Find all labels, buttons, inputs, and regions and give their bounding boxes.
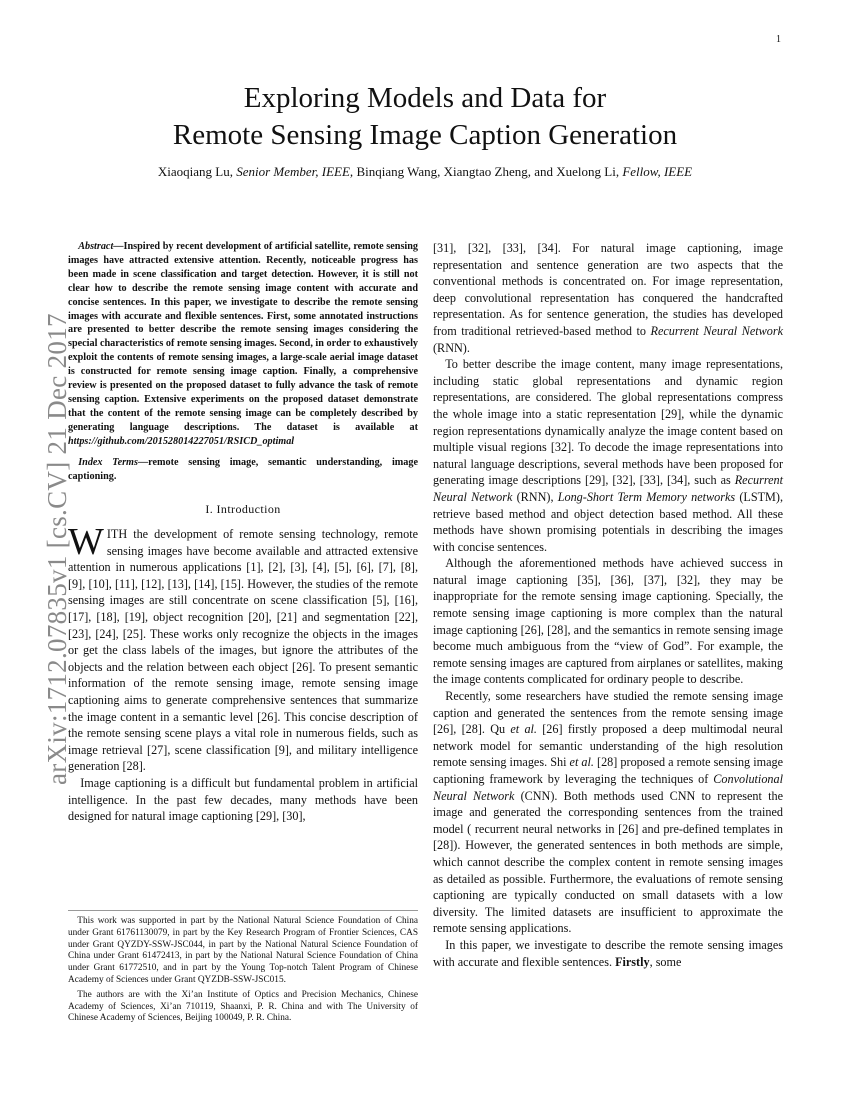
index-terms-label: Index Terms bbox=[78, 456, 138, 468]
section-heading-introduction: I. Introduction bbox=[205, 502, 281, 517]
right-paragraph-1-end: (RNN). bbox=[433, 340, 470, 355]
title-line-1: Exploring Models and Data for bbox=[243, 82, 607, 114]
right-paragraph-3: Although the aforementioned methods have achieved success in natural image captioning [35], [36], [37], [32], they may be inappropriate for the remote sensing image captioning. Specially, the remote sensing image captioning is more complex than the natural image captioning [26], [28], and the semantics in remote sensing image become much ambiguous from the “view of God”. For example, the remote sensing images are captured from airplanes or satellites, making the image contents complicated for ordinary people to describe. bbox=[433, 556, 783, 687]
right-paragraph-5-end: , some bbox=[649, 954, 682, 969]
intro-paragraph-2: Image captioning is a difficult but fundamental problem in artificial intelligence. In the past few decades, many methods have been designed for natural image captioning [29], [30], bbox=[68, 775, 418, 824]
abstract-text: —Inspired by recent development of artificial satellite, remote sensing images have attracted extensive attention. Recently, noticeable progress has been made in scene classification and target detection. However, it is still not clear how to describe the remote sensing image content with accurate and concise sentences. In this paper, we investigate to describe the remote sensing images with accurate and flexible sentences. First, some annotated instructions are presented to better describe the remote sensing images considering the special characteristics of remote sensing images. Second, in order to exhaustively exploit the contents of remote sensing images, a large-scale aerial image dataset is constructed for remote sensing image caption. Finally, a comprehensive review is presented on the proposed dataset to fully advance the task of remote sensing caption. Extensive experiments on the proposed dataset demonstrate that the content of the remote sensing image can be completely described by generating language descriptions. The dataset is available at bbox=[68, 241, 418, 433]
right-paragraph-5-text: In this paper, we investigate to describe the remote sensing images with accurate and flexible sentences. bbox=[433, 937, 783, 969]
right-paragraph-2-mid: (RNN), bbox=[512, 489, 558, 504]
intro-paragraph-1-text: ITH the development of remote sensing technology, remote sensing images have become available and attracted extensive attention in numerous applications [1], [2], [3], [4], [5], [6], [7], [8], [9], [10], [11], [12], [13], [14], [15]. However, the studies of the remote sensing images are still concentrate on scene classification [5], [16], [17], [18], [19], object recognition [20], [21] and segmentation [22], [23], [24], [25]. These works only recognize the objects in the images or get the class labels of the images, but ignore the attributes of the objects and the relation between each object [26]. To present semantic information of the remote sensing image, remote sensing image captioning aims to generate comprehensive sentences that summarize the image content in a semantic level [26]. This concise description of the remote sensing scene plays a vital role in numerous fields, such as image retrieval [27], scene classification [9], and military intelligence generation [28]. bbox=[68, 527, 418, 774]
author-4-role: Fellow, IEEE bbox=[622, 164, 693, 179]
cnn-term: Convolutional Neural Network bbox=[433, 772, 783, 803]
author-1: Xiaoqiang Lu, bbox=[157, 164, 233, 179]
author-1-role: Senior Member, IEEE, bbox=[236, 164, 354, 179]
lstm-term: Long-Short Term Memory networks bbox=[557, 489, 736, 504]
abstract-label: Abstract bbox=[78, 241, 114, 252]
firstly-bold: Firstly bbox=[615, 954, 650, 969]
right-paragraph-4-text: Recently, some researchers have studied the remote sensing image caption and generated the sentences from the remote sensing image [26], [28]. Qu bbox=[433, 689, 783, 737]
right-paragraph-4-mid-1: [26] firstly proposed a deep multimodal neural network model for semantic understanding of the high resolution remote sensing images. Shi bbox=[433, 722, 783, 770]
intro-paragraph-1 bbox=[68, 521, 418, 775]
page-number: 1 bbox=[776, 34, 781, 45]
drop-cap: W bbox=[68, 521, 104, 563]
left-column bbox=[68, 240, 418, 825]
et-al-1: et al. bbox=[510, 722, 537, 737]
funding-footnote: This work was supported in part by the National Natural Science Foundation of China under Grant 61761130079, in part by the Key Research Program of Frontier Sciences, CAS under Grant QYZDY-SSW-JSC044, in part by the National Natural Science Foundation of China under Grant 61472413, in part by the National Natural Science Foundation of China under Grant 61772510, and in part by the Young Top-notch Talent Program of Chinese Academy of Sciences under Grant QYZDB-SSW-JSC015. bbox=[68, 916, 418, 985]
right-paragraph-2 bbox=[433, 356, 783, 555]
right-paragraph-5 bbox=[433, 937, 783, 970]
right-paragraph-4-end: (CNN). Both methods used CNN to represent the image and generated the corresponding sentences from the trained model ( recurrent neural networks in [26] and pre-defined templates in [28]). However, the generated sentences in both methods are simple, which cannot describe the complex content in remote sensing images as detailed as possible. Furthermore, the evaluations of remote sensing captioning are typically conducted on small datasets with a low diversity. The limited datasets are insufficient to approximate the remote sensing applications. bbox=[433, 788, 783, 936]
right-paragraph-2-end: (LSTM), retrieve based method and object detection based method. All these methods have shown promising potentials in describing the images with concise sentences. bbox=[433, 489, 783, 554]
right-paragraph-1-text: [31], [32], [33], [34]. For natural image captioning, image representation and sentence generation are two aspects that the conventional methods is concentrated on. For image representation, deep convolutional representation has conquered the handcrafted representation. As for sentence generation, the studies has developed from traditional retrieved-based method to bbox=[433, 241, 783, 338]
dataset-link[interactable]: https://github.com/201528014227051/RSICD_optimal bbox=[68, 435, 295, 447]
footnotes bbox=[68, 910, 418, 1025]
title-line-2: Remote Sensing Image Caption Generation bbox=[172, 119, 678, 151]
rnn-term: Recurrent Neural Network bbox=[650, 323, 784, 338]
et-al-2: et al. bbox=[569, 755, 594, 770]
author-list bbox=[60, 164, 790, 180]
right-paragraph-4-mid-2: [28] proposed a remote sensing image captioning framework by leveraging the techniques of bbox=[433, 755, 783, 786]
abstract bbox=[68, 240, 418, 449]
right-paragraph-2-text: To better describe the image content, many image representations, including static global representations and dynamic region representations, are considered. The global representations compress the whole image into a static representation [29], while the dynamic region representations dynamically analyze the image content based on multiple visual regions [32]. To decode the image representations into natural language descriptions, several methods have been proposed for generating image descriptions [29], [32], [33], [34], such as bbox=[433, 357, 783, 488]
index-terms-text: —remote sensing image, semantic understanding, image captioning. bbox=[68, 456, 418, 482]
right-paragraph-4 bbox=[433, 688, 783, 937]
right-paragraph-1 bbox=[433, 240, 783, 356]
arxiv-stamp: arXiv:1712.07835v1 [cs.CV] 21 Dec 2017 bbox=[42, 313, 72, 785]
affiliation-footnote: The authors are with the Xi’an Institute of Optics and Precision Mechanics, Chinese Academy of Sciences, Xi’an 710119, Shaanxi, P. R. China and with The University of Chinese Academy of Sciences, Beijing 100049, P. R. China. bbox=[68, 989, 418, 1024]
index-terms bbox=[68, 456, 418, 484]
right-column bbox=[433, 240, 783, 970]
authors-2-4: Binqiang Wang, Xiangtao Zheng, and Xuelong Li, bbox=[356, 164, 620, 179]
paper-title bbox=[60, 80, 790, 154]
rnn-term-2: Recurrent Neural Network bbox=[433, 473, 783, 504]
